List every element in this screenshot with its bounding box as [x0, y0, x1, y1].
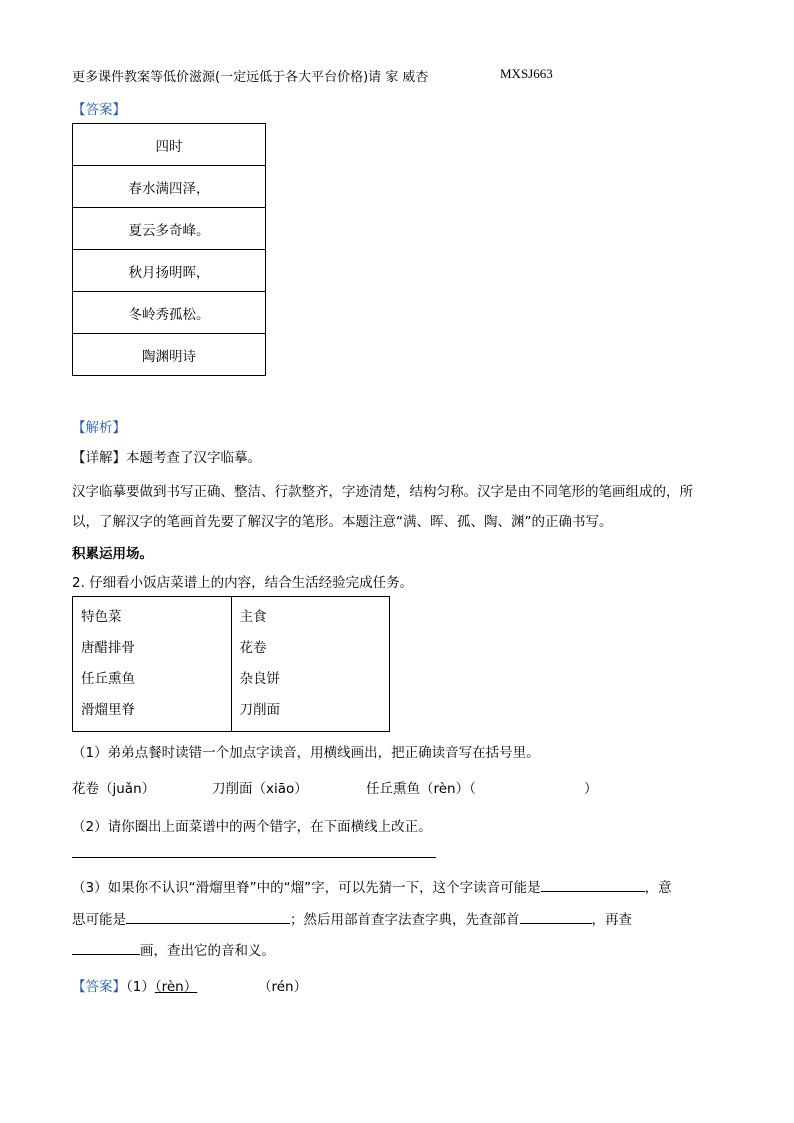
menu-column-dishes	[73, 597, 231, 731]
poem-row: 秋月扬明晖，	[73, 250, 266, 292]
blank-pronunciation[interactable]	[541, 877, 645, 892]
menu-item: 主食	[239, 609, 267, 625]
menu-item: 滑熘里脊	[81, 702, 135, 718]
sub3-text-f: 画，查出它的音和义。	[140, 943, 275, 959]
poem-row: 冬岭秀孤松。	[73, 292, 266, 334]
menu-item: 杂良饼	[239, 671, 280, 687]
blank-meaning[interactable]	[126, 909, 290, 924]
blank-strokes[interactable]	[72, 940, 140, 955]
analysis-para-2: 以，了解汉字的笔画首先要了解汉字的笔形。本题注意“满、晖、孤、陶、渊”的正确书写。	[72, 514, 613, 530]
sub-question-3-line-1	[72, 876, 672, 896]
menu-item: 特色菜	[81, 609, 122, 625]
pinyin-item-1: 花卷（juǎn）	[72, 781, 156, 797]
sub-question-3-line-2	[72, 908, 632, 928]
answer-tag: 【答案】	[72, 102, 126, 118]
detail-line	[72, 446, 261, 466]
question-2-stem: 2. 仔细看小饭店菜谱上的内容，结合生活经验完成任务。	[72, 575, 414, 591]
sub-question-2: （2）请你圈出上面菜谱中的两个错字，在下面横线上改正。	[72, 819, 432, 835]
menu-column-staples	[232, 597, 390, 731]
header-code: MXSJ663	[500, 66, 553, 81]
section-title: 积累运用场。	[72, 546, 153, 562]
poem-row: 陶渊明诗	[73, 334, 266, 376]
header-text: 更多课件教案等低价滋源(一定远低于各大平台价格)请 家 威杏	[72, 70, 429, 85]
poem-table	[72, 123, 266, 376]
sub3-text-d: ；然后用部首查字法查字典，先查部首	[290, 912, 520, 928]
sub3-text-e: ，再查	[591, 912, 632, 928]
menu-item: 花卷	[239, 640, 267, 656]
sub3-text-a: （3）如果你不认识“滑熘里脊”中的“熘”字，可以先猜一下，这个字读音可能是	[72, 880, 541, 896]
answer-line	[72, 857, 436, 858]
answer-2-text: （1）	[126, 979, 155, 995]
sub-question-3-line-3	[72, 939, 275, 959]
pinyin-item-2: 刀削面（xiāo）	[212, 781, 308, 797]
sub3-text-b: ，意	[644, 880, 672, 896]
menu-item: 任丘熏鱼	[81, 671, 135, 687]
sub-question-1: （1）弟弟点餐时读错一个加点字读音，用横线画出，把正确读音写在括号里。	[72, 745, 540, 761]
answer-2-line	[72, 975, 197, 995]
poem-row: 四时	[73, 124, 266, 166]
menu-item: 唐醋排骨	[81, 640, 135, 656]
poem-row: 春水满四泽，	[73, 166, 266, 208]
pinyin-item-3-close: ）	[584, 781, 598, 797]
analysis-para-1: 汉字临摹要做到书写正确、整洁、行款整齐，字迹清楚，结构匀称。汉字是由不同笔形的笔画组成的，所	[72, 484, 693, 500]
menu-item: 刀削面	[239, 702, 280, 718]
sub3-text-c: 思可能是	[72, 912, 126, 928]
poem-row: 夏云多奇峰。	[73, 208, 266, 250]
answer-2-underlined: （rèn）	[154, 979, 198, 995]
analysis-tag: 【解析】	[72, 420, 126, 436]
blank-radical[interactable]	[520, 909, 592, 924]
answer-2-correct: （rén）	[258, 979, 308, 995]
detail-text: 本题考查了汉字临摹。	[126, 450, 261, 466]
menu-table	[72, 596, 390, 732]
detail-tag: 【详解】	[72, 450, 126, 466]
answer-2-tag: 【答案】	[72, 979, 126, 995]
pinyin-item-3: 任丘熏鱼（rèn）（	[366, 781, 476, 797]
